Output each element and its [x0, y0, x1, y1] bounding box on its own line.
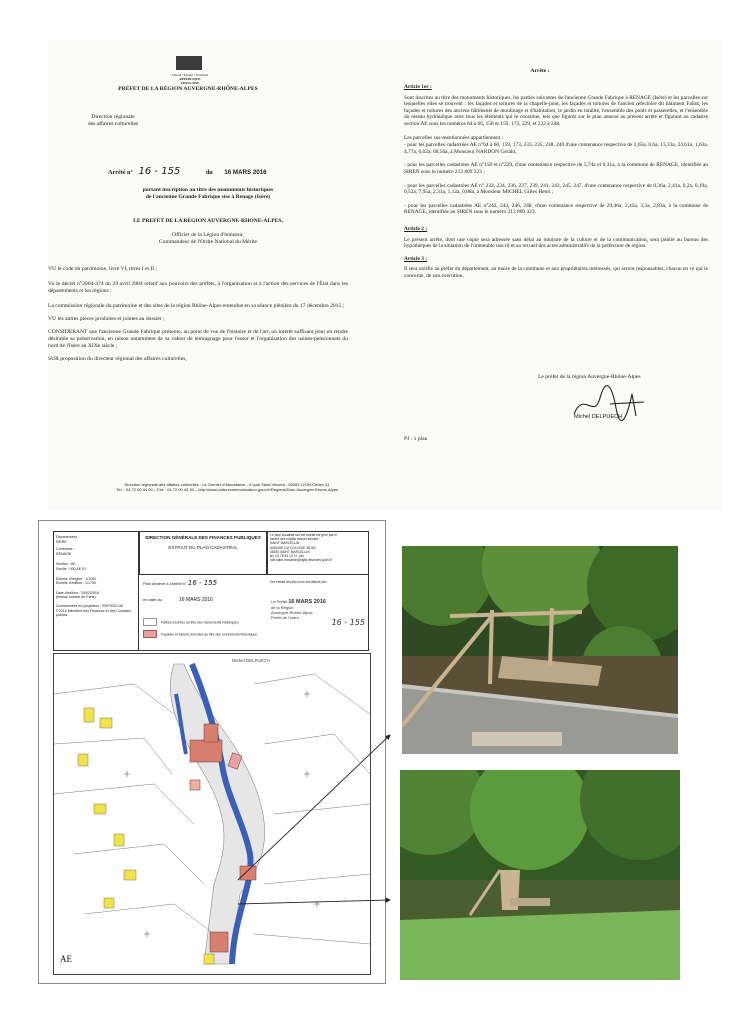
prefecture-stamp: Le Préfet 16 MARS 2016 de la Région Auvergne-Rhône-Alpes Préfet de l'Isère 16 - 155	[271, 599, 365, 627]
plan-commande: Cet extrait de plan vous est délivré par :	[270, 580, 329, 584]
legend-item-facades: Façades et toitures inscrites au titre des monuments historiques	[143, 625, 267, 643]
legend-item-parties: Parties inscrites au titre des monuments historiques	[143, 613, 267, 631]
plan-title: DIRECTION GÉNÉRALE DES FINANCES PUBLIQUES EXTRAIT DU PLAN CADASTRAL	[145, 535, 261, 551]
photo-garden-footbridge	[400, 770, 680, 980]
arrete-number-line: Arrêté n° 16 - 155 du 16 MARS 2016	[108, 166, 267, 177]
plan-identification: Département : ISERE Commune : RENAGE Section : AE Feuille : 000 AE 01 Échelle d'origine : 1/1000 Échelle d'édition : 1/1700 Date d'édition : 29/02/2016 (fuseau horaire de Paris) Coordonnées en projection : RGF93CC46 ©2014 Ministère des Finances et des Comptes publics	[56, 535, 131, 618]
letter-footer: Direction régionale des affaires culturelles · Le Grenier d'Abondance - 6 quai Saint-Vincent - 69283 LYON Cedex 01 Tél. : 04 72 00 44 00 – Fax : 04 72 00 43 30 – http://www.culturecommunication.gouv.fr/Regions/Drac-Auvergne-Rhone-Alpes	[115, 482, 339, 492]
section-letter: AE	[60, 954, 72, 964]
article-2-title: Article 2 :	[404, 225, 428, 232]
plan-annexe-line: Plan annexé à l'arrêté n° 16 - 155	[143, 579, 218, 587]
articles-body: Article 1er : Sont inscrites au titre des monuments historiques, les parties suivantes de l'ancienne Grande Fabrique à RENAGE (Isère) et les parcelles sur lesquelles elles se trouvent : les façades et toitures de la chapelle-pont, les façades et toitures de l'ancien réfectoire dit bâtiment Fallot, les façades et toitures des anciens bâtiments de moulinage et d'habitation, le jardin en totalité, l'ensemble des ponts et passerelles, et l'ensemble du réseau hydraulique avec tous les éléments qui le constitue, tels que figurés sur le plan annexé au présent arrêté et figurant au cadastre section AE sous les numéros 64 à 66, 158 et 159, 173, 229, et 232 à 248. Les parcelles sus-mentionnées appartiennent : - pour les parcelles cadastrées AE n°64 à 66, 159, 173, 233, 235, 238, 240 d'une contenance respective de 2,65a, 0,6a, 13,33a, 24,61a, 1,63a, 4,77a, 6,02a, 68,56a, à Monsieur NARDON Gérald, - pour les parcelles cadastrées AE n°158 et n°229, d'une contenance respective de 5,74a et 0,31a, à la commune de RENAGE, identifiée au SIREN sous le numéro 213 809 323 ; - pour les parcelles cadastrées AE n° 232, 234, 236, 237, 239, 241, 243, 245, 247, d'une contenance respective de 0,36a, 2,41a, 0,2a, 0,19a, 0,52a, 7,95a, 2,31a, 1,12a, 0,88a, à Monsieur MICHEL Gilles Henri ; - pour les parcelles cadastrées AE n°242, 244, 246, 248, d'une contenance respective de 29,46a, 2,45a, 3,3a, 2,83a, à la commune de RENAGE, identifiée au SIREN sous le numéro 213 809 323. Article 2 : Le présent arrêté, dont une copie sera adressée sans délai au ministre de la culture et de la communication, sera publié au bureau des hypothèques de la situation de l'immeuble inscrit et au recueil des actes administratifs de la préfecture de région. Article 3 : Il sera notifié au préfet du département, au maire de la commune et aux propriétaires intéressés, qui seront responsables, chacun en ce qui le concerne, de son exécution.	[404, 84, 708, 279]
prefect-header: PRÉFET DE LA RÉGION AUVERGNE-RHÔNE-ALPES	[118, 86, 258, 92]
arrete-date-stamp: 16 MARS 2016	[224, 169, 267, 176]
signature-line: Le préfet de la région Auvergne-Rhône-Alpes	[538, 374, 641, 380]
attachment-note: PJ : 1 plan	[404, 436, 428, 442]
article-1-title: Article 1er :	[404, 84, 432, 90]
photo-footbridge	[402, 546, 678, 754]
visas-block: VU le code du patrimoine, livre VI, titres I et II ; Vu le décret n°2004-374 du 29 avril 2004 relatif aux pouvoirs des préfets, à l'organisation et à l'action des services de l'État dans les départements et les régions ; La commission régionale du patrimoine et des sites de la région Rhône-Alpes entendue en sa séance plénière du 17 décembre 2015 ; VU les autres pièces produites et jointes au dossier ; CONSIDERANT que l'ancienne Grande Fabrique présente, au point de vue de l'histoire et de l'art, un intérêt suffisant pour en rendre désirable sa préservation, en raison notamment de sa valeur de témoignage pour l'essor et l'organisation des usines-pensionnats du nord de l'Isère au XIXe siècle ; SUR proposition du directeur régional des affaires culturelles,	[48, 266, 348, 362]
prefect-honors: Officier de la Légion d'honneur, Commandeur de l'Ordre National du Mérite	[158, 232, 258, 245]
arrete-heading: Arrête :	[530, 68, 550, 74]
signatory-name: Michel DELPUECH	[574, 414, 623, 420]
direction-block: Direction régionale des affaires culturelles	[87, 114, 139, 127]
plan-service-box: Le plan visualisé sur cet extrait est géré par le centre des impôts foncier suivant : SAINT MARCELLIN AVENUE DU COLLEGE 38160 38160 SAINT MARCELLIN tél. 04 76 64 13 37 -fax cdif.saint-marcellin@dgfip.finances.gouv.fr	[270, 533, 338, 563]
arrete-number: 16 - 155	[138, 166, 181, 177]
republique-motto: Liberté • Égalité • Fraternité RÉPUBLIQUE FRANÇAISE	[171, 73, 209, 85]
prefect-title: LE PREFET DE LA REGION AUVERGNE-RHONE-ALPES,	[133, 218, 283, 224]
article-3-title: Article 3 :	[404, 255, 428, 262]
arrete-subject: portant inscription au titre des monuments historiques de l'ancienne Grande Fabrique sise à Renage (Isère)	[142, 187, 274, 200]
map-signature: Michel DELPUECH	[232, 658, 270, 663]
plan-date-line: en date du 16 MARS 2016	[143, 597, 213, 603]
